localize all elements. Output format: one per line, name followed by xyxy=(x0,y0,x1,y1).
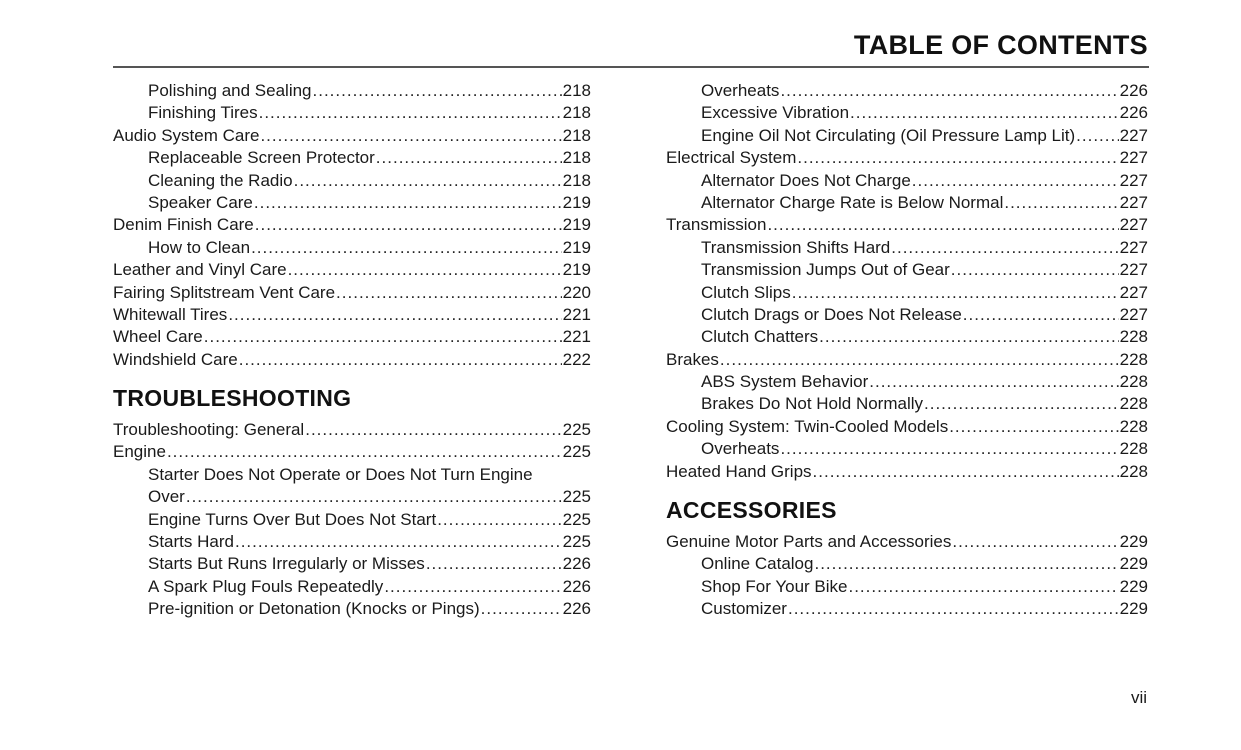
toc-entry[interactable] xyxy=(666,192,1148,214)
toc-entry-label: Transmission xyxy=(666,215,767,235)
dot-leader xyxy=(891,237,1118,259)
dot-leader xyxy=(186,486,562,508)
dot-leader xyxy=(792,282,1119,304)
dot-leader xyxy=(251,237,562,259)
toc-entry[interactable] xyxy=(113,170,591,192)
toc-entry[interactable] xyxy=(113,282,591,304)
dot-leader xyxy=(235,531,562,553)
dot-leader xyxy=(848,576,1118,598)
toc-entry-page: 218 xyxy=(562,170,591,190)
toc-entry-page: 226 xyxy=(562,576,591,596)
toc-entry-page: 227 xyxy=(1119,170,1148,190)
dot-leader xyxy=(963,304,1119,326)
dot-leader xyxy=(167,441,562,463)
toc-entry-label: A Spark Plug Fouls Repeatedly xyxy=(148,576,384,596)
toc-entry-label: Whitewall Tires xyxy=(113,304,228,324)
toc-entry[interactable] xyxy=(666,326,1148,348)
toc-entry[interactable] xyxy=(666,349,1148,371)
toc-entry-label: Electrical System xyxy=(666,148,797,168)
toc-entry[interactable] xyxy=(113,441,591,463)
toc-group-troubleshooting xyxy=(113,419,591,621)
toc-entry-label-line1 xyxy=(113,464,591,486)
toc-entry-label: Genuine Motor Parts and Accessories xyxy=(666,532,952,552)
toc-entry-page: 227 xyxy=(1119,260,1148,280)
dot-leader xyxy=(813,461,1119,483)
toc-entry-label: Speaker Care xyxy=(148,192,253,212)
dot-leader xyxy=(912,170,1119,192)
dot-leader xyxy=(924,393,1119,415)
toc-entry-label: Cleaning the Radio xyxy=(148,170,293,190)
toc-entry-page: 228 xyxy=(1119,416,1148,436)
toc-entry-page: 220 xyxy=(562,282,591,302)
dot-leader xyxy=(788,598,1119,620)
dot-leader xyxy=(204,326,562,348)
toc-entry-page: 219 xyxy=(562,237,591,257)
dot-leader xyxy=(1076,125,1118,147)
toc-entry-page: 218 xyxy=(562,103,591,123)
toc-entry-page: 227 xyxy=(1119,304,1148,324)
dot-leader xyxy=(780,80,1118,102)
dot-leader xyxy=(259,102,562,124)
toc-entry-page: 225 xyxy=(562,487,591,507)
toc-entry[interactable] xyxy=(113,259,591,281)
toc-entry-page: 228 xyxy=(1119,439,1148,459)
toc-entry[interactable] xyxy=(113,147,591,169)
toc-group-troubleshooting-cont xyxy=(666,80,1148,483)
toc-entry-page: 229 xyxy=(1119,599,1148,619)
toc-entry[interactable] xyxy=(113,419,591,441)
toc-entry-page: 219 xyxy=(562,260,591,280)
toc-entry-label: Pre-ignition or Detonation (Knocks or Pings) xyxy=(148,599,480,619)
toc-entry-page: 228 xyxy=(1119,327,1148,347)
toc-entry[interactable] xyxy=(666,576,1148,598)
dot-leader xyxy=(228,304,561,326)
toc-entry-page: 219 xyxy=(562,192,591,212)
toc-entry-label: How to Clean xyxy=(148,237,251,257)
toc-entry-label: Brakes xyxy=(666,349,719,369)
toc-entry-page: 229 xyxy=(1119,576,1148,596)
toc-entry-page: 226 xyxy=(1119,103,1148,123)
toc-entry[interactable] xyxy=(666,438,1148,460)
left-column xyxy=(113,80,591,621)
section-heading-accessories: ACCESSORIES xyxy=(666,497,837,524)
toc-entry-page: 225 xyxy=(562,442,591,462)
toc-entry-page: 226 xyxy=(1119,81,1148,100)
toc-entry[interactable] xyxy=(113,509,591,531)
page-title: TABLE OF CONTENTS xyxy=(853,30,1148,60)
toc-entry-page: 222 xyxy=(562,349,591,369)
toc-entry-label: Alternator Does Not Charge xyxy=(701,170,911,190)
toc-entry-label: Clutch Slips xyxy=(701,282,791,302)
toc-entry-label: Wheel Care xyxy=(113,327,203,347)
dot-leader xyxy=(288,259,562,281)
dot-leader xyxy=(952,531,1118,553)
toc-entry-label: Starter Does Not Operate or Does Not Turn Engine xyxy=(148,464,533,484)
toc-entry[interactable] xyxy=(666,553,1148,575)
toc-group-care xyxy=(113,80,591,371)
toc-entry[interactable] xyxy=(113,192,591,214)
toc-entry-label: Starts Hard xyxy=(148,532,234,552)
toc-entry-page: 218 xyxy=(562,125,591,145)
dot-leader xyxy=(305,419,561,441)
toc-entry[interactable] xyxy=(113,598,591,620)
dot-leader xyxy=(254,192,562,214)
toc-entry-page: 227 xyxy=(1119,215,1148,235)
toc-entry-label-line2 xyxy=(113,486,591,508)
toc-entry[interactable] xyxy=(666,80,1148,102)
toc-entry-label: Excessive Vibration xyxy=(701,103,850,123)
toc-entry[interactable] xyxy=(666,371,1148,393)
toc-entry-label: Transmission Shifts Hard xyxy=(701,237,891,257)
dot-leader xyxy=(780,438,1118,460)
toc-entry-label: Polishing and Sealing xyxy=(148,81,312,100)
toc-entry[interactable] xyxy=(666,147,1148,169)
toc-entry-label: Online Catalog xyxy=(701,554,814,574)
toc-entry-label: Troubleshooting: General xyxy=(113,420,305,440)
page-number: vii xyxy=(1130,688,1147,707)
toc-entry-label: Cooling System: Twin-Cooled Models xyxy=(666,416,949,436)
toc-entry[interactable] xyxy=(666,304,1148,326)
toc-entry[interactable] xyxy=(113,553,591,575)
toc-entry-page: 225 xyxy=(562,532,591,552)
toc-entry-page: 218 xyxy=(562,81,591,100)
toc-entry[interactable] xyxy=(113,214,591,236)
toc-entry-label: Audio System Care xyxy=(113,125,260,145)
dot-leader xyxy=(869,371,1118,393)
dot-leader xyxy=(1004,192,1118,214)
dot-leader xyxy=(376,147,562,169)
toc-entry-page: 228 xyxy=(1119,349,1148,369)
toc-group-accessories xyxy=(666,531,1148,621)
toc-entry-page: 227 xyxy=(1119,192,1148,212)
toc-entry[interactable] xyxy=(666,282,1148,304)
toc-entry-label: Brakes Do Not Hold Normally xyxy=(701,394,924,414)
toc-entry[interactable] xyxy=(113,326,591,348)
toc-entry-page: 228 xyxy=(1119,372,1148,392)
dot-leader xyxy=(426,553,562,575)
dot-leader xyxy=(260,125,561,147)
dot-leader xyxy=(720,349,1119,371)
toc-entry-label: Shop For Your Bike xyxy=(701,576,848,596)
toc-entry-page: 225 xyxy=(562,509,591,529)
dot-leader xyxy=(294,170,562,192)
toc-entry-page: 227 xyxy=(1119,237,1148,257)
toc-entry-page: 229 xyxy=(1119,554,1148,574)
toc-entry[interactable] xyxy=(666,531,1148,553)
toc-entry-page: 221 xyxy=(562,304,591,324)
toc-entry[interactable] xyxy=(113,349,591,371)
title-rule xyxy=(113,66,1149,68)
toc-entry[interactable] xyxy=(666,102,1148,124)
toc-entry-page: 229 xyxy=(1119,532,1148,552)
toc-entry[interactable] xyxy=(113,531,591,553)
toc-entry-label: Clutch Drags or Does Not Release xyxy=(701,304,962,324)
toc-entry-page: 226 xyxy=(562,599,591,619)
dot-leader xyxy=(819,326,1118,348)
toc-entry[interactable] xyxy=(666,393,1148,415)
toc-entry-label: Overheats xyxy=(701,439,780,459)
toc-entry[interactable] xyxy=(113,576,591,598)
toc-entry-page: 228 xyxy=(1119,461,1148,481)
toc-entry-label: ABS System Behavior xyxy=(701,372,869,392)
section-heading-troubleshooting: TROUBLESHOOTING xyxy=(113,385,352,412)
toc-entry-label: Leather and Vinyl Care xyxy=(113,260,287,280)
toc-entry-label: Clutch Chatters xyxy=(701,327,819,347)
toc-entry-label: Engine Turns Over But Does Not Start xyxy=(148,509,437,529)
dot-leader xyxy=(949,416,1118,438)
dot-leader xyxy=(814,553,1118,575)
toc-entry[interactable] xyxy=(666,125,1148,147)
toc-entry[interactable] xyxy=(113,237,591,259)
toc-entry[interactable] xyxy=(666,598,1148,620)
toc-entry-page: 227 xyxy=(1119,148,1148,168)
dot-leader xyxy=(481,598,562,620)
toc-entry[interactable] xyxy=(113,80,591,102)
toc-entry-label: Starts But Runs Irregularly or Misses xyxy=(148,554,425,574)
toc-entry-label: Windshield Care xyxy=(113,349,238,369)
toc-entry[interactable] xyxy=(113,125,591,147)
dot-leader xyxy=(850,102,1119,124)
toc-entry-page: 226 xyxy=(562,554,591,574)
toc-entry-label: Alternator Charge Rate is Below Normal xyxy=(701,192,1004,212)
toc-entry-page: 221 xyxy=(562,327,591,347)
toc-entry[interactable] xyxy=(666,259,1148,281)
toc-entry[interactable] xyxy=(666,237,1148,259)
toc-entry-label: Finishing Tires xyxy=(148,103,258,123)
dot-leader xyxy=(313,80,562,102)
toc-entry-label: Heated Hand Grips xyxy=(666,461,812,481)
toc-entry-label: Fairing Splitstream Vent Care xyxy=(113,282,336,302)
toc-entry-label: Denim Finish Care xyxy=(113,215,254,235)
toc-entry[interactable] xyxy=(113,304,591,326)
toc-entry[interactable] xyxy=(666,416,1148,438)
toc-entry-label-cont: Over xyxy=(148,487,185,507)
toc-entry-label: Engine Oil Not Circulating (Oil Pressure Lamp Lit) xyxy=(701,125,1076,145)
dot-leader xyxy=(437,509,561,531)
right-column xyxy=(666,80,1148,621)
dot-leader xyxy=(797,147,1118,169)
toc-entry-page: 225 xyxy=(562,420,591,440)
toc-entry-page: 227 xyxy=(1119,282,1148,302)
toc-entry-multiline[interactable] xyxy=(113,464,591,509)
toc-entry-page: 219 xyxy=(562,215,591,235)
toc-entry-label: Transmission Jumps Out of Gear xyxy=(701,260,950,280)
toc-entry-label: Customizer xyxy=(701,599,787,619)
dot-leader xyxy=(336,282,562,304)
dot-leader xyxy=(239,349,562,371)
toc-entry[interactable] xyxy=(666,170,1148,192)
toc-entry-label: Replaceable Screen Protector xyxy=(148,148,375,168)
toc-entry-label: Engine xyxy=(113,442,166,462)
toc-entry[interactable] xyxy=(666,461,1148,483)
toc-entry-label: Overheats xyxy=(701,81,780,100)
dot-leader xyxy=(951,259,1119,281)
toc-entry[interactable] xyxy=(113,102,591,124)
toc-entry[interactable] xyxy=(666,214,1148,236)
dot-leader xyxy=(255,214,562,236)
dot-leader xyxy=(384,576,561,598)
toc-entry-page: 227 xyxy=(1119,125,1148,145)
toc-entry-page: 228 xyxy=(1119,394,1148,414)
dot-leader xyxy=(767,214,1118,236)
toc-entry-page: 218 xyxy=(562,148,591,168)
